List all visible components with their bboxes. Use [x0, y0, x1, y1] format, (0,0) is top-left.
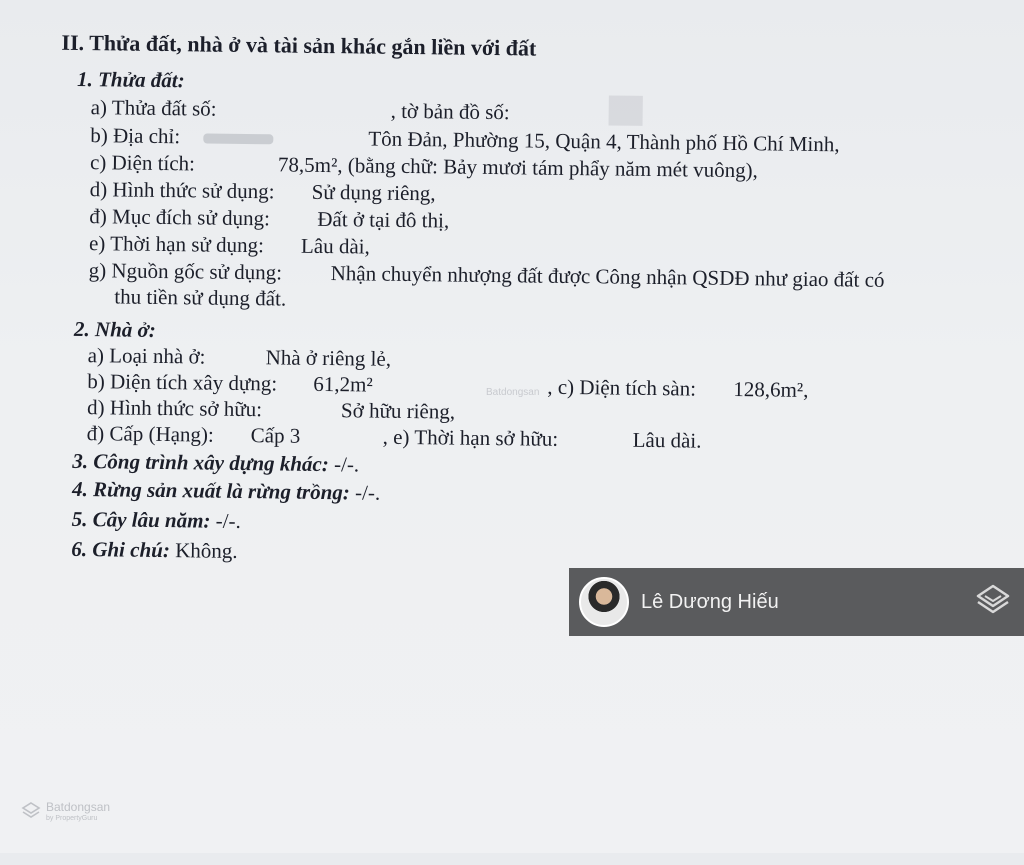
use-form-value: Sử dụng riêng,: [311, 179, 436, 206]
land-use-form-row: [89, 177, 436, 206]
redacted-map-number: [609, 95, 643, 125]
area-label: c) Diện tích:: [89, 150, 196, 176]
other-works-row: [72, 449, 359, 477]
floor-area-label: , c) Diện tích sàn:: [547, 374, 697, 401]
land-parcel-row: [90, 95, 510, 125]
note-label: 6. Ghi chú:: [71, 536, 171, 563]
own-term-label: , e) Thời hạn sở hữu:: [382, 424, 559, 451]
floor-area-value: 128,6m²,: [733, 376, 809, 402]
perennial-label: 5. Cây lâu năm:: [71, 506, 211, 533]
owner-name[interactable]: Lê Dương Hiếu: [641, 591, 779, 613]
use-form-label: d) Hình thức sử dụng:: [89, 177, 275, 204]
land-origin-row: [88, 258, 885, 292]
origin-label: g) Nguồn gốc sử dụng:: [88, 258, 283, 285]
land-title: 1. Thửa đất:: [76, 66, 185, 93]
watermark-brand: Batdongsan: [46, 800, 111, 814]
house-ownership-row: [86, 395, 456, 424]
land-term-row: [88, 231, 370, 259]
forest-label: 4. Rừng sản xuất là rừng trồng:: [71, 476, 351, 505]
batdongsan-logo-icon: [974, 582, 1012, 620]
term-value: Lâu dài,: [300, 233, 370, 259]
grade-value: Cấp 3: [250, 423, 301, 448]
house-type-row: [87, 343, 392, 371]
build-area-label: b) Diện tích xây dựng:: [87, 369, 278, 396]
forest-value: -/-.: [354, 480, 381, 505]
forest-row: [72, 477, 380, 505]
note-row: [71, 537, 238, 563]
perennial-row: [72, 507, 241, 533]
redacted-house-number: [203, 134, 273, 145]
watermark-mid: Batdongsan: [486, 387, 540, 398]
watermark-logo-icon: [20, 800, 42, 822]
house-grade-row: [86, 421, 702, 453]
term-label: e) Thời hạn sử dụng:: [88, 231, 265, 258]
build-area-value: 61,2m²: [313, 371, 373, 397]
origin-value-continued: thu tiền sử dụng đất.: [114, 284, 287, 311]
other-works-label: 3. Công trình xây dựng khác:: [72, 448, 329, 477]
grade-label: đ) Cấp (Hạng):: [86, 421, 214, 447]
house-type-value: Nhà ở riêng lẻ,: [265, 345, 392, 371]
origin-value: Nhận chuyển nhượng đất được Công nhận QSDĐ như giao đất có: [330, 261, 885, 292]
note-value: Không.: [175, 538, 238, 563]
land-address-row: [90, 123, 840, 157]
watermark-sub: by PropertyGuru: [46, 815, 98, 822]
purpose-value: Đất ở tại đô thị,: [317, 206, 450, 233]
parcel-label: a) Thửa đất số:: [90, 95, 217, 121]
purpose-label: đ) Mục đích sử dụng:: [89, 204, 271, 231]
own-term-value: Lâu dài.: [632, 427, 702, 453]
section-heading: II. Thửa đất, nhà ở và tài sản khác gắn liền với đất: [61, 29, 537, 61]
other-works-value: -/-.: [333, 452, 360, 477]
ownership-label: d) Hình thức sở hữu:: [86, 395, 263, 422]
land-area-row: [89, 150, 759, 183]
avatar[interactable]: [579, 577, 629, 627]
house-title: 2. Nhà ở:: [73, 316, 156, 342]
area-value: 78,5m², (bằng chữ: Bảy mươi tám phẩy năm mét vuông),: [277, 152, 759, 183]
address-value: Tôn Đản, Phường 15, Quận 4, Thành phố Hồ Chí Minh,: [368, 126, 840, 157]
house-type-label: a) Loại nhà ở:: [87, 343, 206, 369]
map-label: , tờ bản đồ số:: [390, 98, 510, 125]
address-label: b) Địa chỉ:: [90, 123, 181, 149]
land-purpose-row: [89, 204, 450, 233]
ownership-value: Sở hữu riêng,: [340, 398, 456, 424]
uploader-overlay[interactable]: [569, 568, 1024, 636]
perennial-value: -/-.: [215, 508, 241, 533]
